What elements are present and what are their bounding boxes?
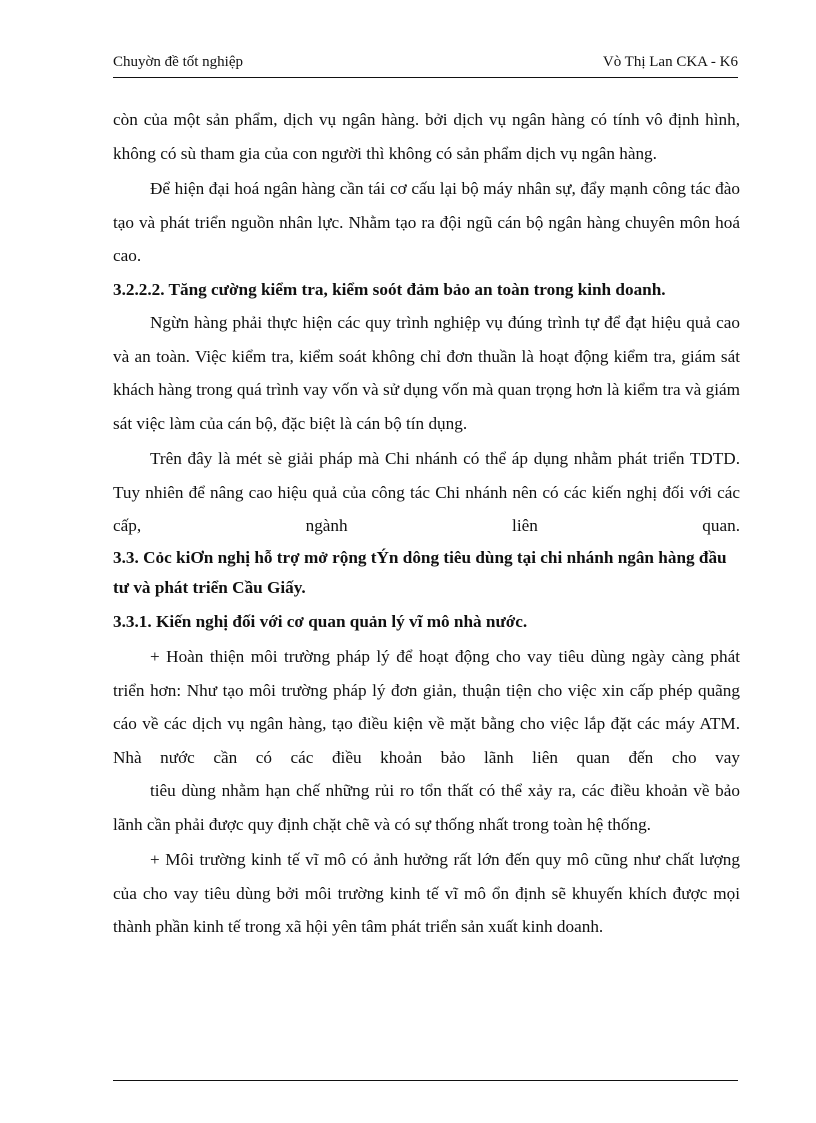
paragraph-macro-environment: + Môi trường kinh tế vĩ mô có ảnh hưởng rất lớn đến quy mô cũng như chất lượng của cho vay tiêu dùng bởi môi trường kinh tế vĩ mô ổn định sẽ khuyến khích được mọi thành phần kinh tế trong xã hội yên tâm phát triển sản xuất kinh doanh. <box>113 850 740 936</box>
page-header <box>113 52 738 72</box>
footer-divider <box>113 1080 738 1081</box>
header-document-title: Chuyờn đề tốt nghiệp <box>113 54 244 70</box>
heading-3-3-1: 3.3.1. Kiến nghị đối với cơ quan quản lý vĩ mô nhà nước. <box>113 611 528 631</box>
heading-3-3: 3.3. Cỏc kiƠn nghị hỗ trợ mở rộng tÝn dông tiêu dùng tại chi nhánh ngân hàng đầu tư và phát triển Cầu Giấy. <box>113 547 727 597</box>
header-divider <box>113 77 738 78</box>
paragraph-guarantee-terms: tiêu dùng nhằm hạn chế những rủi ro tổn thất có thể xảy ra, các điều khoản về bảo lãnh cần phải được quy định chặt chẽ và có sự thống nhất trong toàn hệ thống. <box>113 781 740 834</box>
heading-3-2-2-2: 3.2.2.2. Tăng cường kiểm tra, kiểm soót đảm bảo an toàn trong kinh doanh. <box>113 279 666 299</box>
paragraph-solutions-summary: Trên đây là mét sè giải pháp mà Chi nhánh có thể áp dụng nhằm phát triển TDTD. Tuy nhiên để nâng cao hiệu quả của công tác Chi nhánh nên có các kiến nghị đối với các cấp, ngành liên quan. <box>113 449 740 535</box>
header-author: Vò Thị Lan CKA - K6 <box>602 54 738 70</box>
document-body <box>113 103 740 944</box>
paragraph-legal-environment: + Hoàn thiện môi trường pháp lý để hoạt động cho vay tiêu dùng ngày càng phát triển hơn: Như tạo môi trường pháp lý đơn giản, thuận tiện cho việc xin cấp phép quãng cáo về các dịch vụ ngân hàng, tạo điều kiện về mặt bằng cho việc lắp đặt các máy ATM. Nhà nước cần có các điều khoản bảo lãnh liên quan đến cho vay <box>113 647 740 767</box>
paragraph-bank-services: còn của một sản phẩm, dịch vụ ngân hàng. bởi dịch vụ ngân hàng có tính vô định hình, không có sù tham gia của con người thì không có sản phẩm dịch vụ ngân hàng. <box>113 110 740 163</box>
paragraph-modernization: Để hiện đại hoá ngân hàng cần tái cơ cấu lại bộ máy nhân sự, đẩy mạnh công tác đào tạo và phát triển nguồn nhân lực. Nhằm tạo ra đội ngũ cán bộ ngân hàng chuyên môn hoá cao. <box>113 179 740 265</box>
paragraph-inspection: Ngừn hàng phải thực hiện các quy trình nghiệp vụ đúng trình tự để đạt hiệu quả cao và an toàn. Việc kiểm tra, kiểm soát không chỉ đơn thuần là hoạt động kiểm tra, giám sát khách hàng trong quá trình vay vốn và sử dụng vốn mà quan trọng hơn là kiểm tra và giám sát việc làm của cán bộ, đặc biệt là cán bộ tín dụng. <box>113 313 740 433</box>
